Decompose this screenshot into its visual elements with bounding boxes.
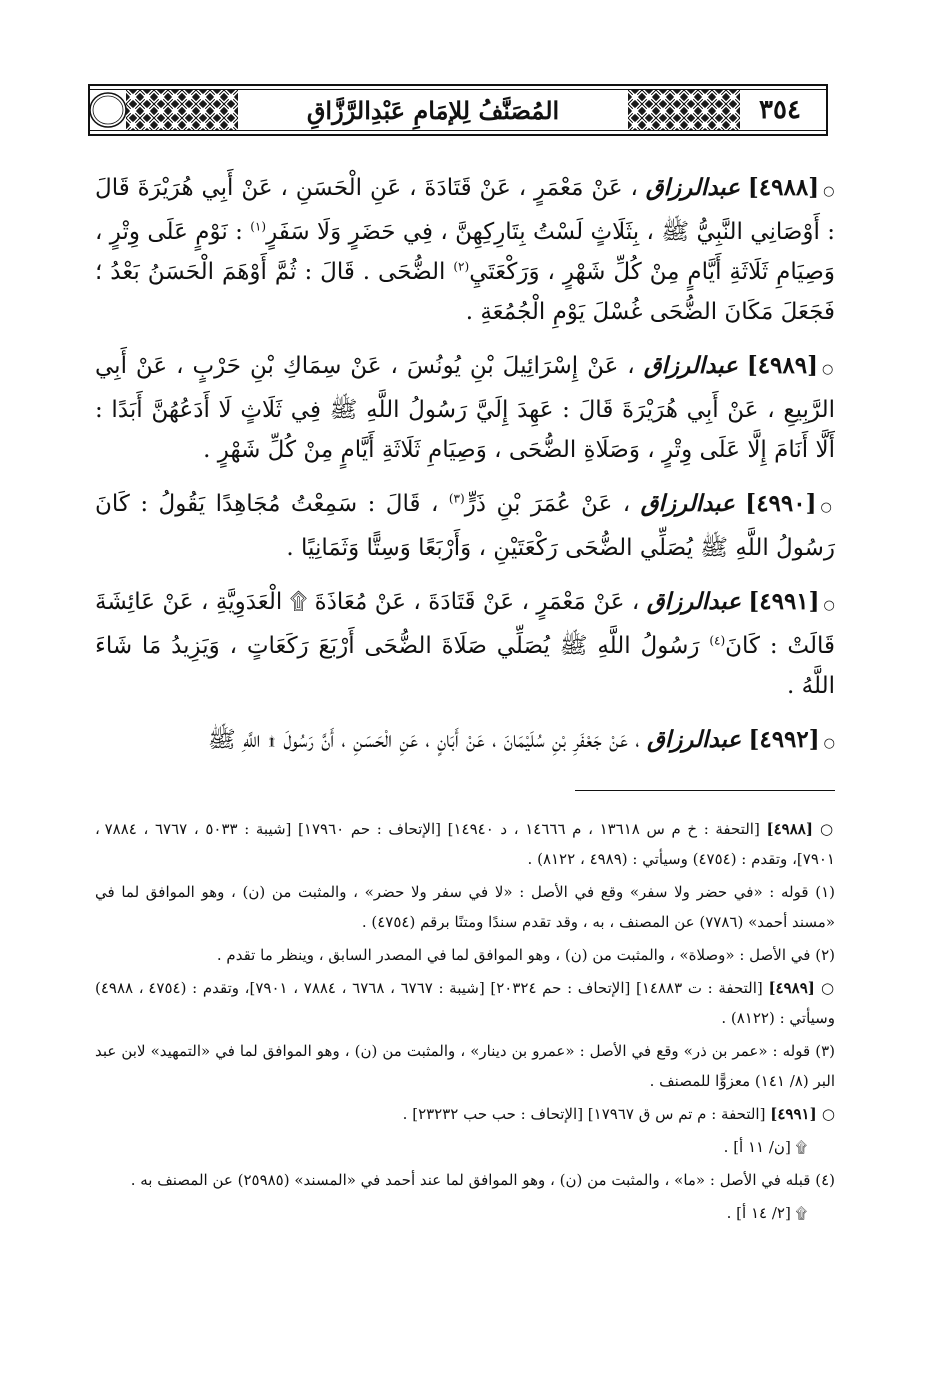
book-title: المُصَنَّفُ لِلإمَامِ عَبْدِالرَّزَّاقِ (306, 95, 560, 125)
footnote-text: قبله في الأصل : «ما» ، والمثبت من (ن) ، وهو الموافق لما عند أحمد في «المسند» (٢٥٩٨٥) عن المصنف به . (130, 1171, 811, 1189)
hadith-author: عبدالرزاق (643, 352, 738, 379)
footnote-label: ○ [٤٩٩١] (770, 1105, 835, 1123)
hadith-text: الضُّحَى . قَالَ : ثُمَّ أَوْهَمَ الْحَسَنُ بَعْدُ ؛ فَجَعَلَ مَكَانَ الضُّحَى غُسْلَ يَوْمِ الْجُمُعَةِ . (95, 259, 835, 325)
hadith-4991 (95, 582, 835, 706)
hadith-4989 (95, 346, 835, 470)
footnote-item (95, 1165, 835, 1195)
footnote-item (95, 877, 835, 937)
hadith-number: [٤٩٨٨] (747, 174, 820, 201)
page-number: ٣٥٤ (759, 95, 801, 125)
manuscript-mark-icon: ۩ (795, 1138, 807, 1156)
footnote-label: (٤) (815, 1171, 835, 1189)
hadith-text: ، قَالَ : سَمِعْتُ مُجَاهِدًا يَقُولُ : كَانَ رَسُولُ اللَّهِ ﷺ يُصَلِّي الضُّحَى رَكْعَتَيْنِ ، وَأَرْبَعًا وَسِتًّا وَثَمَانِيًا . (95, 491, 835, 561)
hadith-marker-icon: ○ (823, 184, 836, 199)
footnote-label: (٢) (815, 946, 835, 964)
hadith-author: عبدالرزاق (645, 174, 740, 201)
hadith-4990 (95, 484, 835, 568)
hadith-text: ، عَنْ عُمَرَ بْنِ ذَرٍّ (464, 491, 631, 517)
manuscript-mark-icon: ۩ (289, 589, 308, 615)
hadith-number: [٤٩٨٩] (746, 352, 819, 379)
footnote-text: في الأصل : «وصلاة» ، والمثبت من (ن) ، وهو الموافق لما في المصدر السابق ، وينظر ما تقدم . (216, 946, 811, 964)
footnote-text: [التحفة : ت ١٤٨٨٣] [الإتحاف : حم ٢٠٣٢٤] [شيبة : ٦٧٦٧ ، ٦٧٦٨ ، ٧٨٨٤ ، ٧٩٠١]، وتقدم : (٤٧٥٤ ، ٤٩٨٨) وسيأتي : (٨١٢٢) . (95, 979, 835, 1027)
header-ornament-left (126, 90, 238, 130)
hadith-text: رَسُولُ اللَّهِ ﷺ يُصَلِّي صَلَاةَ الضُّحَى أَرْبَعَ رَكَعَاتٍ ، وَيَزِيدُ مَا شَاءَ اللَّهُ . (95, 633, 835, 699)
header-ornament-right (628, 90, 740, 130)
manuscript-mark-icon: ۩ (267, 727, 277, 753)
hadith-4992 (95, 720, 835, 764)
seal-logo (88, 90, 128, 130)
hadith-text: ، عَنْ مَعْمَرٍ ، عَنْ قَتَادَةَ ، عَنْ مُعَاذَةَ (314, 589, 640, 615)
hadith-author: عبدالرزاق (646, 588, 741, 615)
footnote-label: (١) (815, 883, 835, 901)
footnote-item (95, 1036, 835, 1096)
footnote-item (95, 814, 835, 874)
hadith-text: ، عَنْ مَعْمَرٍ ، عَنْ قَتَادَةَ ، عَنِ الْحَسَنِ ، عَنْ أَبِي هُرَيْرَةَ قَالَ : أَوْصَانِي النَّبِيُّ ﷺ ، بِثَلَاثٍ لَسْتُ بِتَارِكِهِنَّ ، فِي حَضَرٍ وَلَا سَفَرٍ (95, 175, 836, 245)
footnote-label: ○ [٤٩٨٩] (768, 979, 835, 997)
manuscript-mark-icon: ۩ (795, 1204, 807, 1222)
footnote-text: [ن/ ١١ أ] . (723, 1138, 791, 1156)
footnote-item (95, 1132, 835, 1162)
hadith-text: ، عَنْ إِسْرَائِيلَ بْنِ يُونُسَ ، عَنْ سِمَاكِ بْنِ حَرْبٍ ، عَنْ أَبِي الرَّبِيعِ ، عَنْ أَبِي هُرَيْرَةَ قَالَ : عَهِدَ إِلَيَّ رَسُولُ اللَّهِ ﷺ فِي ثَلَاثٍ لَا أَدَعُهُنَّ أَبَدًا : أَلَّا أَنَامَ إِلَّا عَلَى وِتْرٍ ، وَصَلَاةِ الضُّحَى ، وَصِيَامِ ثَلَاثَةِ أَيَّامٍ مِنْ كُلِّ شَهْرٍ . (95, 353, 835, 463)
footnotes (95, 814, 835, 1231)
footnote-text: [٢/ ١٤ أ] . (726, 1204, 791, 1222)
page-header (88, 84, 828, 136)
hadith-marker-icon: ○ (822, 362, 835, 377)
footnote-item (95, 940, 835, 970)
footnote-item (95, 1099, 835, 1129)
footnote-label: ○ [٤٩٨٨] (766, 820, 835, 838)
footnote-ref: (٣) (448, 491, 465, 506)
footnote-ref: (١) (250, 219, 267, 234)
footnote-ref: (٢) (453, 259, 470, 274)
hadith-marker-icon: ○ (823, 736, 835, 751)
hadith-4988 (95, 168, 835, 332)
footnote-item (95, 1198, 835, 1228)
footnote-separator (575, 790, 835, 791)
footnote-ref: (٤) (709, 633, 726, 648)
footnote-text: [التحفة : خ م س ١٣٦١٨ ، م ١٤٦٦٦ ، د ١٤٩٤٠] [الإتحاف : حم ١٧٩٦٠] [شيبة : ٥٠٣٣ ، ٦٧٦٧ ، ٧٨٨٤ ، ٧٩٠١]، وتقدم : (٤٧٥٤) وسيأتي : (٤٩٨٩ ، ٨١٢٢) . (95, 820, 835, 868)
hadith-number: [٤٩٩٠] (745, 490, 817, 517)
main-text (95, 168, 835, 778)
hadith-marker-icon: ○ (820, 500, 835, 515)
hadith-number: [٤٩٩٢] (748, 726, 820, 753)
hadith-text: ، عَنْ جَعْفَرِ بْنِ سُلَيْمَانَ ، عَنْ أَبَانٍ ، عَنِ الْحَسَنِ ، أَنَّ رَسُولَ (283, 727, 640, 753)
hadith-text: اللَّهِ ﷺ (208, 727, 261, 753)
hadith-marker-icon: ○ (823, 598, 835, 613)
footnote-item (95, 973, 835, 1033)
hadith-author: عبدالرزاق (640, 490, 735, 517)
seal-icon (88, 90, 128, 130)
hadith-author: عبدالرزاق (646, 726, 742, 753)
hadith-number: [٤٩٩١] (748, 588, 820, 615)
footnote-label: (٣) (815, 1042, 835, 1060)
footnote-text: قوله : «عمر بن ذر» وقع في الأصل : «عمرو بن دينار» ، والمثبت من (ن) ، وهو الموافق لما في «التمهيد» لابن عبد البر (٨/ ١٤١) معزوًّا للمصنف . (95, 1042, 835, 1090)
footnote-text: قوله : «في حضر ولا سفر» وقع في الأصل : «لا في سفر ولا حضر» ، والمثبت من (ن) ، وهو الموافق لما في «مسند أحمد» (٧٧٨٦) عن المصنف ، به ، وقد تقدم سندًا ومتنًا برقم (٤٧٥٤) . (95, 883, 835, 931)
hadith-text: الْعَدَوِيَّةِ ، عَنْ عَائِشَةَ قَالَتْ : كَانَ (95, 589, 835, 659)
hadith-text: : نَوْمٍ عَلَى وِتْرٍ ، وَصِيَامِ ثَلَاثَةِ أَيَّامٍ مِنْ كُلِّ شَهْرٍ ، وَرَكْعَتَيِ (95, 219, 836, 285)
footnote-text: [التحفة : م تم س ق ١٧٩٦٧] [الإتحاف : حب حب ٢٣٢٣٢] . (402, 1105, 766, 1123)
